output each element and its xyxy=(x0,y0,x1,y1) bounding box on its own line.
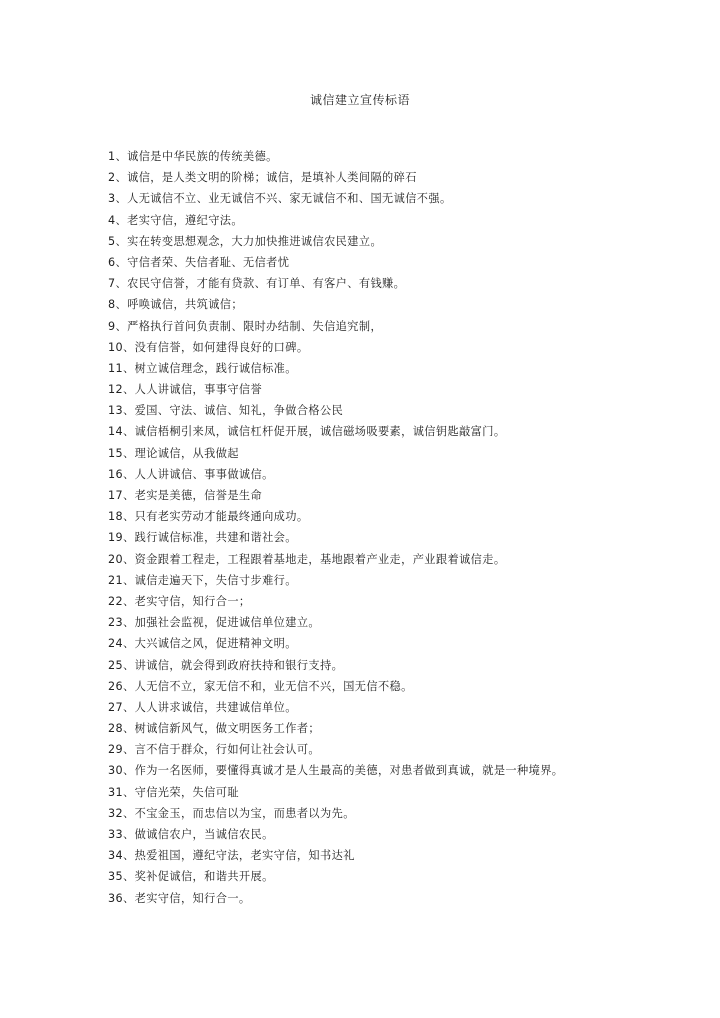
slogan-list xyxy=(108,146,563,909)
slogan-item: 6、守信者荣、失信者耻、无信者忧 xyxy=(108,255,290,269)
slogan-item: 15、理论诚信，从我做起 xyxy=(108,446,239,460)
slogan-item: 7、农民守信誉，才能有贷款、有订单、有客户、有钱赚。 xyxy=(108,277,406,291)
slogan-item: 2、诚信，是人类文明的阶梯；诚信，是填补人类间隔的碎石 xyxy=(108,171,417,185)
slogan-item: 22、老实守信，知行合一； xyxy=(108,594,251,608)
slogan-item: 4、老实守信，遵纪守法。 xyxy=(108,213,243,227)
slogan-item: 17、老实是美德，信誉是生命 xyxy=(108,489,263,502)
slogan-item: 23、加强社会监视，促进诚信单位建立。 xyxy=(108,616,321,630)
slogan-item: 33、做诚信农户，当诚信农民。 xyxy=(108,828,274,841)
slogan-item: 10、没有信誉，如何建得良好的口碑。 xyxy=(108,340,309,354)
slogan-item: 24、大兴诚信之风，促进精神文明。 xyxy=(108,637,297,651)
slogan-item: 26、人无信不立，家无信不和，业无信不兴，国无信不稳。 xyxy=(108,679,413,693)
slogan-item: 28、树诚信新风气，做文明医务工作者； xyxy=(108,722,321,736)
slogan-item: 11、树立诚信理念，践行诚信标准。 xyxy=(108,361,297,375)
slogan-item: 34、热爱祖国，遵纪守法，老实守信，知书达礼 xyxy=(108,849,355,863)
slogan-item: 25、讲诚信，就会得到政府扶持和银行支持。 xyxy=(108,658,344,672)
slogan-item: 9、严格执行首问负责制、限时办结制、失信追究制， xyxy=(108,319,383,333)
slogan-item: 3、人无诚信不立、业无诚信不兴、家无诚信不和、国无诚信不强。 xyxy=(108,192,452,206)
document-title: 诚信建立宣传标语 xyxy=(309,93,410,107)
slogan-item: 29、言不信于群众，行如何让社会认可。 xyxy=(108,743,321,757)
slogan-item: 19、践行诚信标准，共建和谐社会。 xyxy=(108,531,297,545)
slogan-item: 32、不宝金玉，而忠信以为宝，而患者以为先。 xyxy=(108,806,355,820)
slogan-item: 36、老实守信，知行合一。 xyxy=(108,891,251,905)
slogan-item: 5、实在转变思想观念，大力加快推进诚信农民建立。 xyxy=(108,234,383,248)
slogan-item: 18、只有老实劳动才能最终通向成功。 xyxy=(108,510,309,524)
slogan-item: 12、人人讲诚信，事事守信誉 xyxy=(108,383,263,397)
slogan-item: 1、诚信是中华民族的传统美德。 xyxy=(108,150,278,163)
slogan-item: 35、奖补促诚信，和谐共开展。 xyxy=(108,870,274,884)
slogan-item: 13、爱国、守法、诚信、知礼，争做合格公民 xyxy=(108,404,344,418)
slogan-item: 16、人人讲诚信、事事做诚信。 xyxy=(108,467,274,481)
slogan-item: 20、资金跟着工程走，工程跟着基地走，基地跟着产业走，产业跟着诚信走。 xyxy=(108,552,506,566)
slogan-item: 8、呼唤诚信，共筑诚信； xyxy=(108,298,243,312)
slogan-item: 14、诚信梧桐引来凤，诚信杠杆促开展，诚信磁场吸要素，诚信钥匙敲富门。 xyxy=(108,425,506,439)
slogan-item: 30、作为一名医师，要懂得真诚才是人生最高的美德，对患者做到真诚，就是一种境界。 xyxy=(108,764,564,778)
slogan-item: 31、守信光荣，失信可耻 xyxy=(108,785,239,799)
slogan-item: 21、诚信走遍天下，失信寸步难行。 xyxy=(108,573,297,587)
slogan-item: 27、人人讲求诚信，共建诚信单位。 xyxy=(108,700,297,714)
